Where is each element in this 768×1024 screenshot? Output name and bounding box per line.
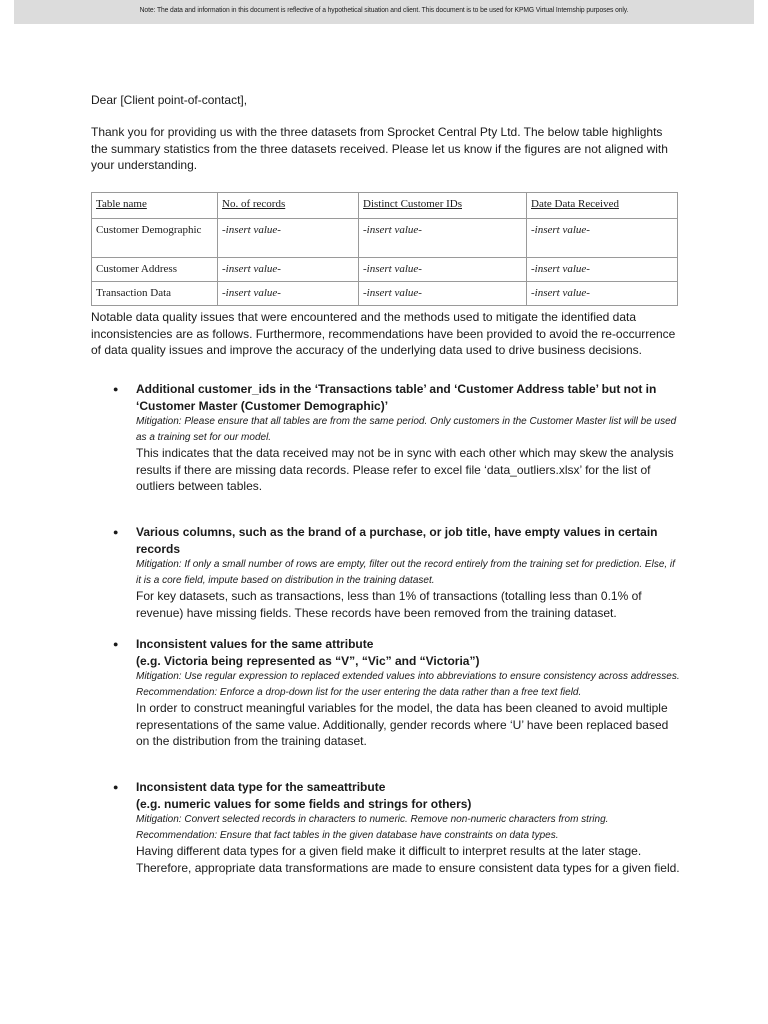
issue-recommendation: Recommendation: Enforce a drop-down list for the user entering the data rather than a free text field. xyxy=(136,686,582,698)
bullet-icon: ● xyxy=(113,639,119,649)
cell-table-name: Customer Demographic xyxy=(92,219,218,258)
issue-title: Various columns, such as the brand of a purchase, or job title, have empty values in certain records xyxy=(136,525,658,556)
issue-mitigation: Mitigation: If only a small number of rows are empty, filter out the record entirely from the training set for prediction. Else, if it is a core field, impute based on distribution in the training dataset. xyxy=(136,559,675,586)
cell-date: -insert value- xyxy=(527,258,678,282)
issue-title: Additional customer_ids in the ‘Transactions table’ and ‘Customer Address table’ but not in ‘Customer Master (Customer Demographic)’ xyxy=(136,382,657,413)
issue-title-example: (e.g. Victoria being represented as “V”, “Vic” and “Victoria”) xyxy=(136,653,480,668)
notable-issues-paragraph: Notable data quality issues that were encountered and the methods used to mitigate the identified data inconsistencies are as follows. Furthermore, recommendations have been provided to avoid the re-occurrence of data quality issues and improve the accuracy of the underlying data used to drive business decisions. xyxy=(91,310,676,357)
table-row xyxy=(92,258,678,282)
intro-paragraph: Thank you for providing us with the three datasets from Sprocket Central Pty Ltd. The below table highlights the summary statistics from the three datasets received. Please let us know if the figures are not aligned with your understanding. xyxy=(91,125,668,172)
issue-mitigation: Mitigation: Please ensure that all tables are from the same period. Only customers in the Customer Master list will be used as a training set for our model. xyxy=(136,416,677,443)
issue-title: Inconsistent data type for the sameattribute xyxy=(136,780,386,794)
summary-table xyxy=(91,192,678,306)
bullet-icon: ● xyxy=(113,384,119,394)
cell-table-name: Customer Address xyxy=(92,258,218,282)
issue-title: Inconsistent values for the same attribute xyxy=(136,637,374,651)
table-row xyxy=(92,282,678,306)
issue-description: This indicates that the data received may not be in sync with each other which may skew the analysis results if there are missing data records. Please refer to excel file ‘data_outliers.xlsx’ for the list of outliers between tables. xyxy=(136,446,674,493)
cell-distinct: -insert value- xyxy=(359,219,527,258)
bullet-icon: ● xyxy=(113,782,119,792)
disclaimer-banner: Note: The data and information in this document is reflective of a hypothetical situation and client. This document is to be used for KPMG Virtual Internship purposes only. xyxy=(14,0,754,24)
cell-date: -insert value- xyxy=(527,219,678,258)
issue-mitigation: Mitigation: Convert selected records in characters to numeric. Remove non-numeric characters from string. xyxy=(136,814,609,825)
header-date-received: Date Data Received xyxy=(527,193,678,219)
header-table-name: Table name xyxy=(92,193,218,219)
cell-date: -insert value- xyxy=(527,282,678,306)
cell-table-name: Transaction Data xyxy=(92,282,218,306)
issue-title-example: (e.g. numeric values for some fields and strings for others) xyxy=(136,796,472,811)
header-distinct-ids: Distinct Customer IDs xyxy=(359,193,527,219)
table-header-row xyxy=(92,193,678,219)
issue-mitigation: Mitigation: Use regular expression to replaced extended values into abbreviations to ensure consistency across addresses. xyxy=(136,671,680,682)
issue-description: For key datasets, such as transactions, less than 1% of transactions (totalling less than 0.1% of revenue) have missing fields. These records have been removed from the training dataset. xyxy=(136,589,642,620)
cell-records: -insert value- xyxy=(218,258,359,282)
table-row xyxy=(92,219,678,258)
cell-records: -insert value- xyxy=(218,282,359,306)
bullet-icon: ● xyxy=(113,527,119,537)
issue-description: Having different data types for a given field make it difficult to interpret results at the later stage. Therefore, appropriate data transformations are made to ensure consistent data types for a given field. xyxy=(136,844,680,875)
cell-distinct: -insert value- xyxy=(359,282,527,306)
cell-records: -insert value- xyxy=(218,219,359,258)
salutation: Dear [Client point-of-contact], xyxy=(91,93,248,107)
issue-recommendation: Recommendation: Ensure that fact tables in the given database have constraints on data types. xyxy=(136,829,559,841)
issue-description: In order to construct meaningful variables for the model, the data has been cleaned to avoid multiple representations of the same value. Additionally, gender records where ‘U’ have been replaced based on the distribution from the training dataset. xyxy=(136,701,669,748)
cell-distinct: -insert value- xyxy=(359,258,527,282)
header-num-records: No. of records xyxy=(218,193,359,219)
